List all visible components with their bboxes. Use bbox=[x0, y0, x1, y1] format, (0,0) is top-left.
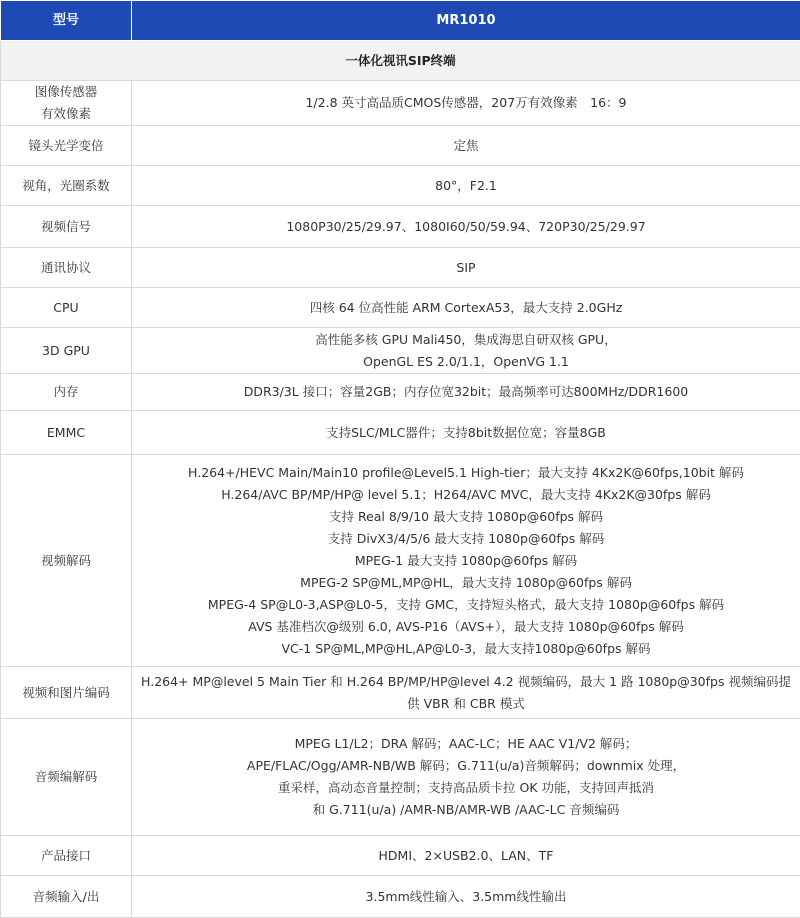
spec-value-line: MPEG-4 SP@L0-3,ASP@L0-5，支持 GMC，支持短头格式，最大支持 1080p@60fps 解码 bbox=[136, 594, 796, 616]
spec-label bbox=[1, 667, 132, 719]
spec-label-line: 内存 bbox=[5, 381, 127, 403]
spec-value-line: VC-1 SP@ML,MP@HL,AP@L0-3，最大支持1080p@60fps 解码 bbox=[136, 638, 796, 660]
spec-value-line: 支持 Real 8/9/10 最大支持 1080p@60fps 解码 bbox=[136, 506, 796, 528]
spec-row bbox=[1, 719, 800, 836]
spec-value-line: MPEG L1/L2；DRA 解码；AAC-LC；HE AAC V1/V2 解码； bbox=[136, 733, 796, 755]
spec-label-line: 产品接口 bbox=[5, 845, 127, 867]
spec-value-line: MPEG-1 最大支持 1080p@60fps 解码 bbox=[136, 550, 796, 572]
spec-value-line: 四核 64 位高性能 ARM CortexA53，最大支持 2.0GHz bbox=[136, 297, 796, 319]
spec-value bbox=[132, 876, 800, 918]
spec-value-line: 1080P30/25/29.97、1080I60/50/59.94、720P30/25/29.97 bbox=[136, 216, 796, 238]
spec-label bbox=[1, 455, 132, 667]
spec-row bbox=[1, 876, 800, 918]
spec-value bbox=[132, 455, 800, 667]
spec-value-line: SIP bbox=[136, 257, 796, 279]
spec-value bbox=[132, 667, 800, 719]
spec-label bbox=[1, 206, 132, 248]
spec-row bbox=[1, 411, 800, 455]
spec-label-line: CPU bbox=[5, 297, 127, 319]
spec-label-line: 有效像素 bbox=[5, 103, 127, 125]
spec-row bbox=[1, 374, 800, 411]
spec-value-line: 支持 DivX3/4/5/6 最大支持 1080p@60fps 解码 bbox=[136, 528, 796, 550]
spec-label bbox=[1, 836, 132, 876]
spec-value-line: 和 G.711(u/a) /AMR-NB/AMR-WB /AAC-LC 音频编码 bbox=[136, 799, 796, 821]
spec-label-line: 通讯协议 bbox=[5, 257, 127, 279]
spec-value-line: 支持SLC/MLC器件；支持8bit数据位宽；容量8GB bbox=[136, 422, 796, 444]
spec-label bbox=[1, 328, 132, 374]
spec-value bbox=[132, 288, 800, 328]
spec-row bbox=[1, 81, 800, 126]
spec-value-line: 80°，F2.1 bbox=[136, 175, 796, 197]
header-row bbox=[1, 1, 800, 41]
model-label: 型号 bbox=[1, 1, 132, 41]
spec-value bbox=[132, 166, 800, 206]
spec-label bbox=[1, 876, 132, 918]
spec-label bbox=[1, 719, 132, 836]
spec-value bbox=[132, 126, 800, 166]
spec-value-line: HDMI、2×USB2.0、LAN、TF bbox=[136, 845, 796, 867]
section-title: 一体化视讯SIP终端 bbox=[1, 41, 800, 81]
spec-row bbox=[1, 248, 800, 288]
spec-value bbox=[132, 836, 800, 876]
spec-value-line: 3.5mm线性输入、3.5mm线性输出 bbox=[136, 886, 796, 908]
spec-value-line: H.264/AVC BP/MP/HP@ level 5.1；H264/AVC MVC，最大支持 4Kx2K@30fps 解码 bbox=[136, 484, 796, 506]
spec-rows bbox=[1, 81, 800, 918]
spec-value-line: H.264+/HEVC Main/Main10 profile@Level5.1 High-tier；最大支持 4Kx2K@60fps,10bit 解码 bbox=[136, 462, 796, 484]
spec-label bbox=[1, 126, 132, 166]
spec-label bbox=[1, 81, 132, 126]
spec-value bbox=[132, 206, 800, 248]
spec-value bbox=[132, 374, 800, 411]
spec-label-line: 镜头光学变倍 bbox=[5, 135, 127, 157]
spec-value-line: H.264+ MP@level 5 Main Tier 和 H.264 BP/MP/HP@level 4.2 视频编码，最大 1 路 1080p@30fps 视频编码提 bbox=[136, 671, 796, 693]
spec-row bbox=[1, 126, 800, 166]
spec-value bbox=[132, 328, 800, 374]
spec-value-line: 高性能多核 GPU Mali450，集成海思自研双核 GPU， bbox=[136, 329, 796, 351]
spec-value-line: 重采样，高动态音量控制；支持高品质卡拉 OK 功能，支持回声抵消 bbox=[136, 777, 796, 799]
spec-label bbox=[1, 411, 132, 455]
spec-value bbox=[132, 411, 800, 455]
spec-row bbox=[1, 667, 800, 719]
spec-value-line: 定焦 bbox=[136, 135, 796, 157]
spec-label bbox=[1, 288, 132, 328]
spec-label-line: 视频和图片编码 bbox=[5, 682, 127, 704]
spec-label-line: 音频编解码 bbox=[5, 766, 127, 788]
spec-label-line: 视频信号 bbox=[5, 216, 127, 238]
spec-value-line: OpenGL ES 2.0/1.1，OpenVG 1.1 bbox=[136, 351, 796, 373]
spec-label-line: 3D GPU bbox=[5, 340, 127, 362]
spec-row bbox=[1, 288, 800, 328]
spec-value-line: MPEG-2 SP@ML,MP@HL，最大支持 1080p@60fps 解码 bbox=[136, 572, 796, 594]
spec-value bbox=[132, 81, 800, 126]
spec-label bbox=[1, 374, 132, 411]
spec-value-line: AVS 基准档次@级别 6.0, AVS-P16（AVS+），最大支持 1080p@60fps 解码 bbox=[136, 616, 796, 638]
spec-label-line: 视角，光圈系数 bbox=[5, 175, 127, 197]
spec-label-line: 视频解码 bbox=[5, 550, 127, 572]
model-value: MR1010 bbox=[132, 1, 800, 41]
spec-row bbox=[1, 836, 800, 876]
spec-value bbox=[132, 719, 800, 836]
spec-value bbox=[132, 248, 800, 288]
spec-value-line: 1/2.8 英寸高品质CMOS传感器，207万有效像素 16：9 bbox=[136, 92, 796, 114]
spec-label-line: EMMC bbox=[5, 422, 127, 444]
spec-value-line: APE/FLAC/Ogg/AMR-NB/WB 解码；G.711(u/a)音频解码；downmix 处理， bbox=[136, 755, 796, 777]
spec-label-line: 图像传感器 bbox=[5, 81, 127, 103]
spec-row bbox=[1, 328, 800, 374]
spec-row bbox=[1, 206, 800, 248]
spec-row bbox=[1, 166, 800, 206]
spec-value-line: DDR3/3L 接口；容量2GB；内存位宽32bit；最高频率可达800MHz/DDR1600 bbox=[136, 381, 796, 403]
spec-label bbox=[1, 166, 132, 206]
spec-row bbox=[1, 455, 800, 667]
spec-label bbox=[1, 248, 132, 288]
spec-label-line: 音频输入/出 bbox=[5, 886, 127, 908]
section-row bbox=[1, 41, 800, 81]
spec-value-line: 供 VBR 和 CBR 模式 bbox=[136, 693, 796, 715]
